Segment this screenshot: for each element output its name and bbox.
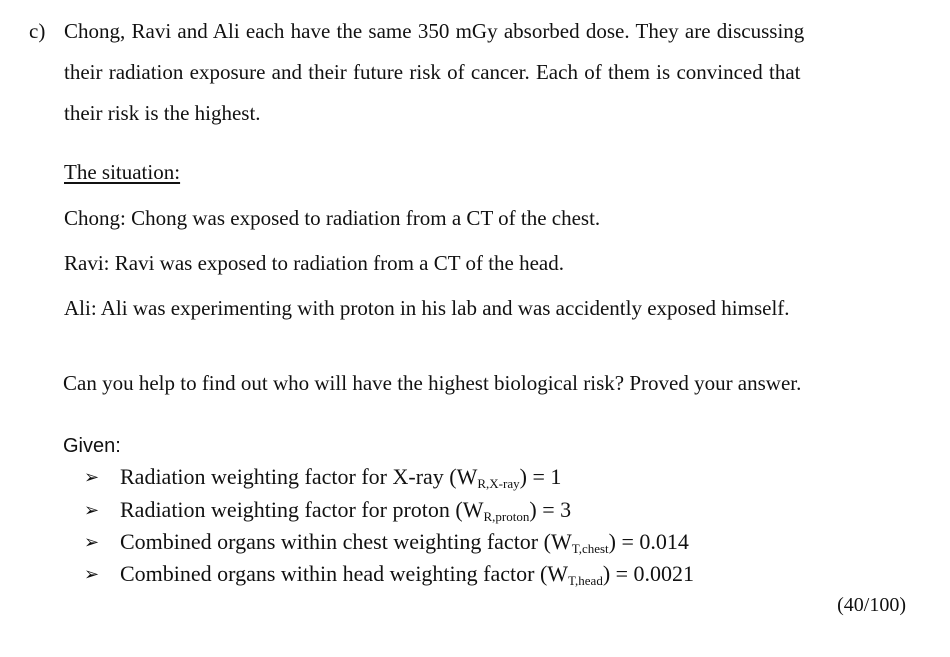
given-item-value: ) = 0.014 <box>608 529 689 554</box>
question-text-line-1: Chong, Ravi and Ali each have the same 350 mGy absorbed dose. They are discussing <box>64 19 805 43</box>
given-item-subscript: T,head <box>568 573 603 588</box>
situation-heading: The situation: <box>64 160 181 184</box>
given-item-text: Radiation weighting factor for X-ray (W <box>120 464 478 489</box>
given-item <box>84 561 695 588</box>
given-item-value: ) = 0.0021 <box>602 561 695 586</box>
arrow-bullet-icon: ➢ <box>84 500 100 521</box>
given-item-subscript: R,proton <box>483 509 530 524</box>
question-text-line-2: their radiation exposure and their future risk of cancer. Each of them is convinced that <box>64 60 801 84</box>
question-prompt: Can you help to find out who will have the highest biological risk? Proved your answer. <box>63 371 802 395</box>
given-item-value: ) = 3 <box>529 497 572 522</box>
given-item-value: ) = 1 <box>519 464 562 489</box>
given-item <box>84 464 562 491</box>
question-label: c) <box>29 19 46 43</box>
given-item <box>84 497 572 524</box>
marks-label: (40/100) <box>837 594 906 616</box>
given-item-text: Radiation weighting factor for proton (W <box>120 497 484 522</box>
situation-ravi: Ravi: Ravi was exposed to radiation from a CT of the head. <box>64 251 564 275</box>
given-label: Given: <box>63 435 121 457</box>
situation-ali: Ali: Ali was experimenting with proton in his lab and was accidently exposed himself. <box>64 296 790 320</box>
question-text-line-3: their risk is the highest. <box>64 101 261 125</box>
situation-chong: Chong: Chong was exposed to radiation from a CT of the chest. <box>64 206 601 230</box>
arrow-bullet-icon: ➢ <box>84 564 100 585</box>
given-item-text: Combined organs within chest weighting factor (W <box>120 529 572 554</box>
arrow-bullet-icon: ➢ <box>84 467 100 488</box>
arrow-bullet-icon: ➢ <box>84 532 100 553</box>
given-item-subscript: T,chest <box>571 541 609 556</box>
given-item <box>84 529 689 556</box>
given-item-subscript: R,X-ray <box>477 476 520 491</box>
given-item-text: Combined organs within head weighting factor (W <box>120 561 569 586</box>
